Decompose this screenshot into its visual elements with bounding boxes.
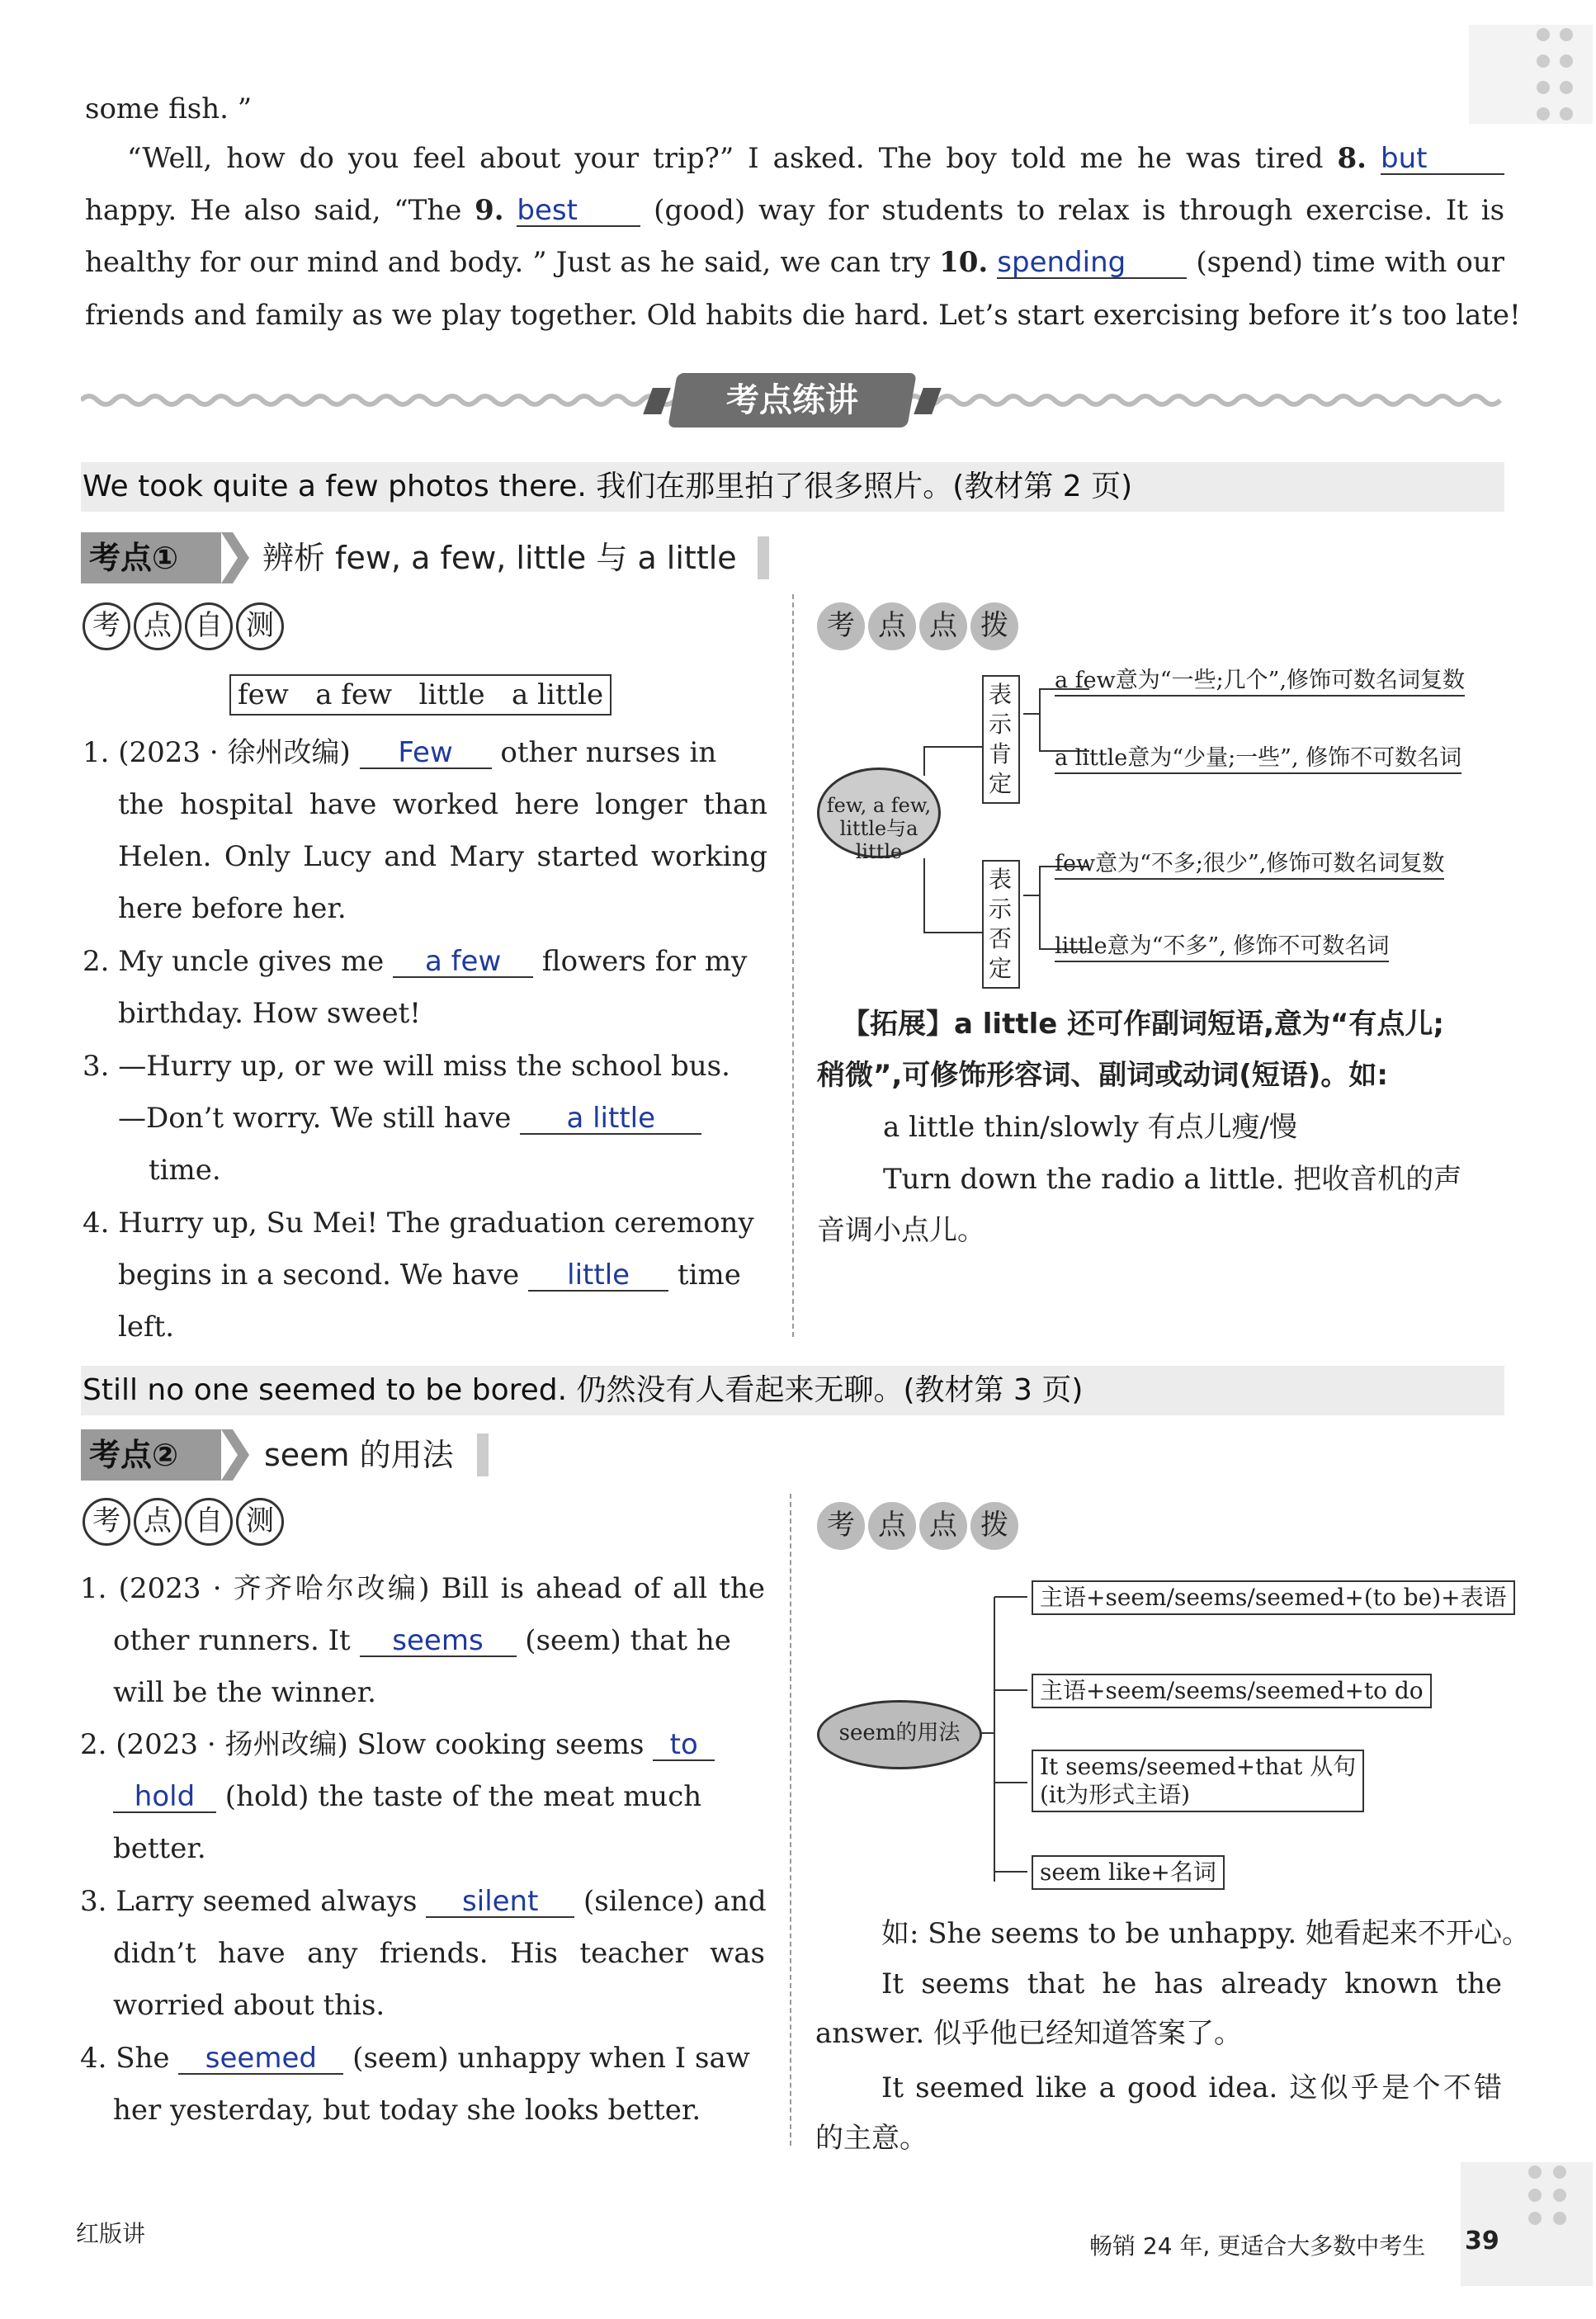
s2-q3-answer: silent (426, 1887, 574, 1918)
s2-q4-line1: 4. She seemed (seem) unhappy when I saw (80, 2042, 750, 2075)
s2-q1-line2: other runners. It seems (seem) that he (113, 1624, 731, 1657)
s1-q2-line2: birthday. How sweet! (118, 997, 421, 1030)
s2-example-3b: 的主意。 (815, 2122, 928, 2155)
s1-q1-line4: here before her. (118, 892, 347, 925)
s2-branch-1: 主语+seem/seems/seemed+(to be)+表语 (1032, 1580, 1515, 1615)
s2-example-3a: It seemed like a good idea. 这似乎是个不错 (881, 2071, 1502, 2104)
s1-neg-label: 表示否定 (982, 860, 1020, 989)
s2-column-divider (790, 1494, 791, 2146)
section-title: 考点练讲 (726, 381, 858, 419)
answer-9: best (517, 196, 640, 227)
passage-line-2: happy. He also said, “The 9. best (good) way for students to relax is through exercise. It is (85, 194, 1505, 227)
s1-point-title: 辨析 few, a few, little 与 a little (262, 540, 737, 576)
s2-q4-answer: seemed (178, 2043, 343, 2075)
s1-mindmap-center-text: few, a few, little与a little (826, 794, 932, 863)
footer-left-label: 红版讲 (76, 2220, 146, 2247)
s1-pos-label: 表示肯定 (982, 675, 1020, 804)
s1-word-bank: few a few little a little (229, 674, 611, 716)
s1-q3-line1: 3. —Hurry up, or we will miss the school bus. (83, 1050, 730, 1083)
s1-q4-line1: 4. Hurry up, Su Mei! The graduation ceremony (83, 1207, 754, 1240)
s2-example-2b: answer. 似乎他已经知道答案了。 (815, 2017, 1242, 2050)
page-number: 39 (1465, 2227, 1499, 2255)
s2-branch-4: seem like+名词 (1032, 1855, 1225, 1890)
s1-tag-chevron (221, 532, 254, 583)
s1-tips-label: 考 点 点 拨 (817, 602, 1022, 650)
s2-tag-chevron (221, 1429, 254, 1481)
s2-q4-line2: her yesterday, but today she looks better. (113, 2094, 701, 2127)
s1-example-2b: 音调小点儿。 (817, 1214, 985, 1247)
s2-point-tag: 考点② (81, 1429, 221, 1481)
s2-branch-2: 主语+seem/seems/seemed+to do (1032, 1674, 1432, 1708)
footer-corner-dots (1518, 2164, 1593, 2263)
s2-point-title: seem 的用法 (264, 1437, 454, 1473)
s1-extension-2: 稍微”,可修饰形容词、副词或动词(短语)。如: (817, 1059, 1388, 1092)
s1-branch-4: little意为“不多”, 修饰不可数名词 (1055, 933, 1389, 962)
s1-q2-line1: 2. My uncle gives me a few flowers for my (83, 945, 748, 978)
s1-q3-line2: —Don’t worry. We still have a little (118, 1102, 701, 1135)
s1-branch-2: a little意为“少量;一些”, 修饰不可数名词 (1055, 744, 1461, 774)
s1-example-2a: Turn down the radio a little. 把收音机的声 (883, 1163, 1462, 1196)
s2-q1-line1: 1. (2023 · 齐齐哈尔改编) Bill is ahead of all the (80, 1572, 765, 1605)
s1-q4-answer: little (528, 1260, 668, 1292)
s2-title-end-bar (477, 1433, 489, 1476)
s1-self-test-label: 考 点 自 测 (83, 602, 287, 650)
s2-branch-3: It seems/seemed+that 从句 (it为形式主语) (1032, 1750, 1364, 1812)
s2-mindmap-center-text: seem的用法 (838, 1721, 961, 1745)
s1-q1-line1: 1. (2023 · 徐州改编) Few other nurses in (83, 736, 717, 769)
answer-10: spending (997, 248, 1187, 279)
s2-q2-line2: hold (hold) the taste of the meat much (113, 1780, 701, 1813)
s1-q1-answer: Few (360, 738, 492, 769)
s1-source-sentence: We took quite a few photos there. 我们在那里拍了很多照片。(教材第 2 页) (83, 470, 1133, 503)
passage-line-1: “Well, how do you feel about your trip?” I asked. The boy told me he was tired 8. but (85, 142, 1504, 175)
s2-q3-line1: 3. Larry seemed always silent (silence) and (80, 1885, 767, 1918)
s2-q1-line3: will be the winner. (113, 1676, 376, 1709)
s1-column-divider (792, 594, 794, 1337)
s1-branch-3: few意为“不多;很少”,修饰可数名词复数 (1055, 850, 1444, 880)
s2-example-2a: It seems that he has already known the (881, 1967, 1502, 2000)
s2-tips-label: 考 点 点 拨 (817, 1502, 1022, 1550)
s1-q3-line3: time. (149, 1154, 221, 1187)
s2-q2-line1: 2. (2023 · 扬州改编) Slow cooking seems to (80, 1728, 715, 1761)
s2-self-test-label: 考 点 自 测 (83, 1498, 287, 1546)
s1-q1-line2: the hospital have worked here longer than (118, 788, 767, 821)
s1-branch-1: a few意为“一些;几个”,修饰可数名词复数 (1055, 667, 1465, 697)
s2-q2-answer-1: to (653, 1730, 715, 1761)
s1-q3-answer: a little (520, 1103, 701, 1135)
s1-q1-line3: Helen. Only Lucy and Mary started working (118, 840, 767, 873)
s1-q4-line3: left. (118, 1311, 175, 1344)
s1-q4-line2: begins in a second. We have little time (118, 1259, 741, 1292)
s2-q3-line3: worried about this. (113, 1989, 385, 2022)
s1-q2-answer: a few (393, 947, 533, 978)
passage-line-4: friends and family as we play together. Old habits die hard. Let’s start exercising before it’s too late! (85, 299, 1521, 332)
s1-example-1: a little thin/slowly 有点儿瘦/慢 (883, 1111, 1297, 1144)
s2-q1-answer: seems (360, 1626, 517, 1657)
s1-extension-1: 【拓展】a little 还可作副词短语,意为“有点儿; (842, 1008, 1445, 1041)
corner-decoration-top (1469, 25, 1593, 124)
passage-line-3: healthy for our mind and body. ” Just as he said, we can try 10. spending (spend) time with our (85, 246, 1505, 279)
s2-q3-line2: didn’t have any friends. His teacher was (113, 1937, 765, 1970)
s2-q2-line3: better. (113, 1832, 206, 1865)
passage-line-0: some fish. ” (85, 92, 253, 125)
s1-title-end-bar (758, 536, 769, 579)
s2-source-sentence: Still no one seemed to be bored. 仍然没有人看起来无聊。(教材第 3 页) (83, 1373, 1084, 1407)
s2-example-1: 如: She seems to be unhappy. 她看起来不开心。 (881, 1917, 1531, 1950)
answer-8: but (1381, 144, 1504, 175)
footer-slogan: 畅销 24 年, 更适合大多数中考生 (1089, 2232, 1426, 2260)
s1-point-tag: 考点① (81, 532, 221, 583)
s2-q2-answer-2: hold (113, 1782, 216, 1813)
